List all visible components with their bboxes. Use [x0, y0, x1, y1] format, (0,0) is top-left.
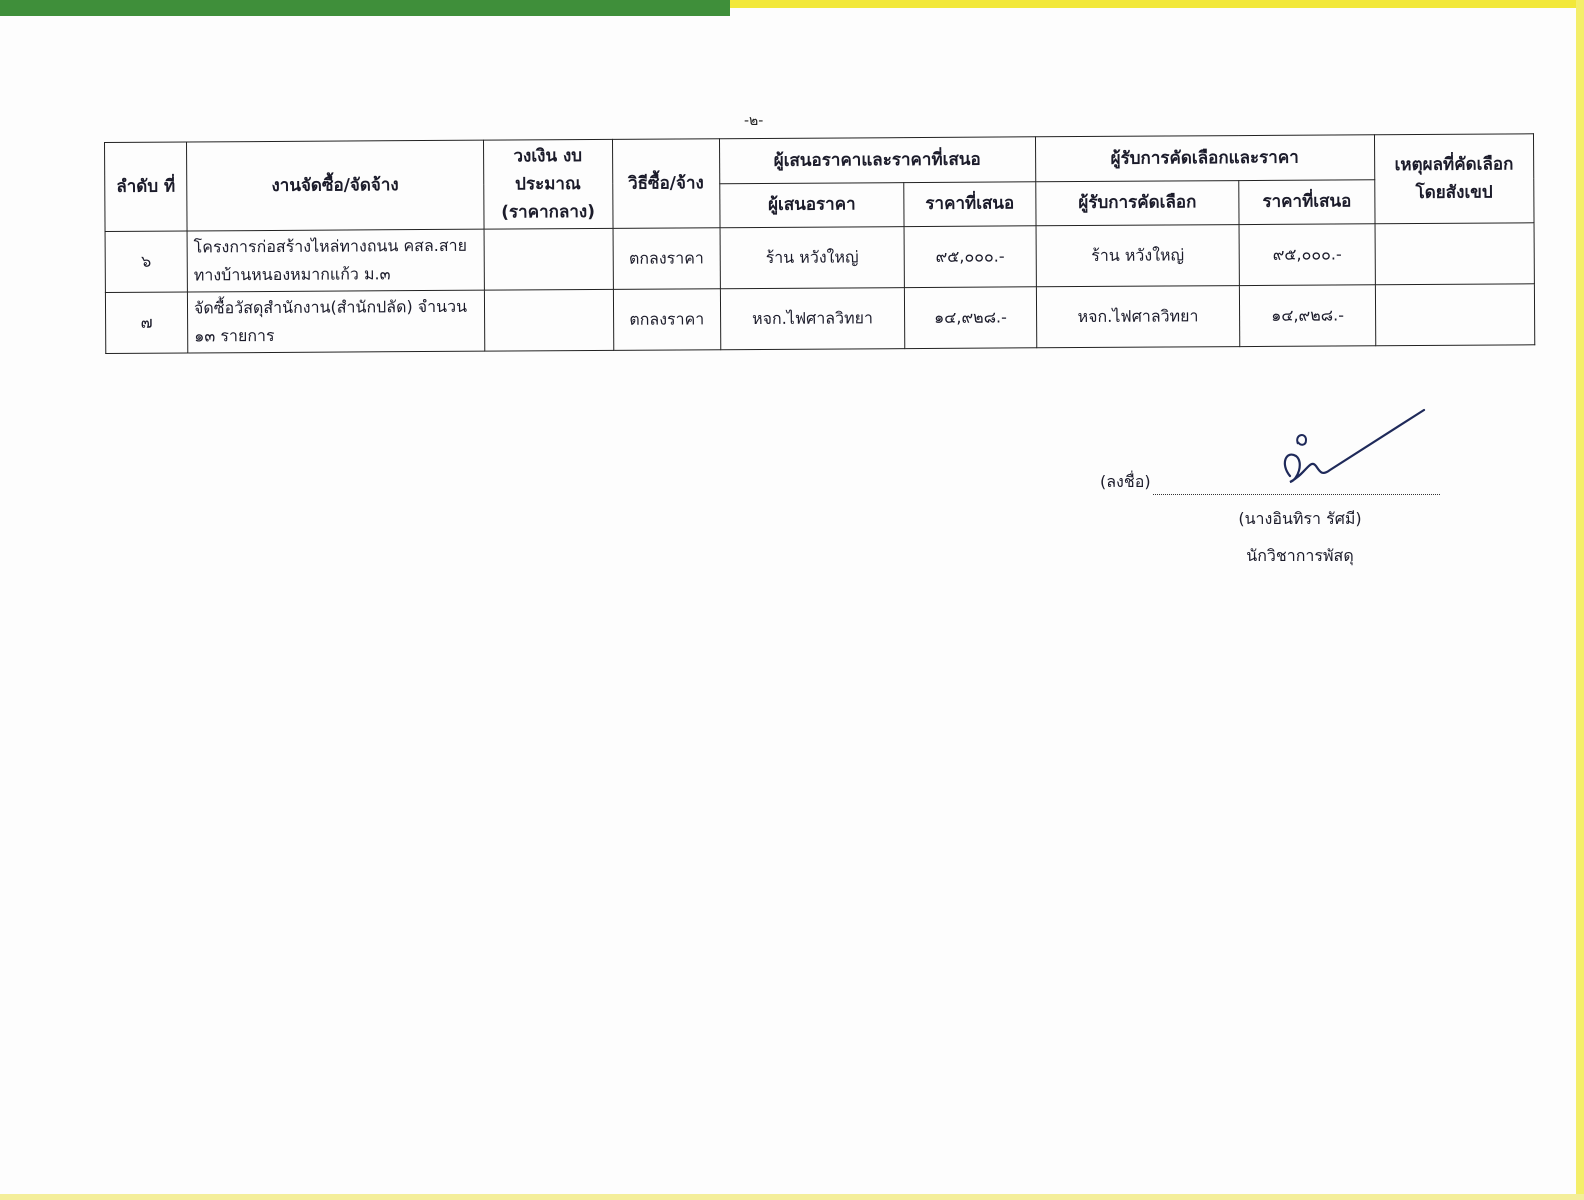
right-paper-edge — [1576, 0, 1584, 1200]
cell-bid-price: ๑๔,๙๒๘.- — [905, 287, 1037, 349]
cell-winner: ร้าน หวังใหญ่ — [1036, 225, 1240, 287]
cell-win-price: ๑๔,๙๒๘.- — [1240, 285, 1376, 347]
page-number: -๒- — [744, 113, 764, 129]
table-row — [105, 284, 1534, 354]
bottom-paper-edge — [0, 1194, 1584, 1200]
cell-win-price: ๙๕,๐๐๐.- — [1239, 224, 1375, 286]
cell-method: ตกลงราคา — [613, 289, 720, 351]
signature-line — [1100, 470, 1440, 495]
header-winner: ผู้รับการคัดเลือก — [1035, 180, 1239, 226]
cell-bidder: ร้าน หวังใหญ่ — [720, 227, 905, 289]
cell-no: ๗ — [105, 292, 187, 353]
header-no: ลำดับ ที่ — [105, 142, 188, 231]
cell-reason — [1375, 284, 1535, 346]
sign-label: (ลงชื่อ) — [1100, 472, 1151, 491]
cell-method: ตกลงราคา — [613, 228, 720, 290]
signer-name: (นางอินทิรา รัศมี) — [1238, 509, 1362, 528]
header-reason: เหตุผลที่คัดเลือก โดยสังเขป — [1374, 134, 1534, 224]
cell-bid-price: ๙๕,๐๐๐.- — [904, 226, 1036, 288]
cell-budget — [484, 289, 613, 351]
signature-block — [1100, 470, 1440, 569]
header-bidder: ผู้เสนอราคา — [719, 182, 904, 228]
header-budget: วงเงิน งบประมาณ (ราคากลาง) — [483, 139, 613, 229]
table-row — [105, 223, 1534, 293]
cell-item: จัดซื้อวัสดุสำนักงาน(สำนักปลัด) จำนวน ๑๓ รายการ — [187, 290, 484, 353]
header-bidders-group: ผู้เสนอราคาและราคาที่เสนอ — [719, 137, 1035, 183]
procurement-table — [104, 133, 1535, 354]
header-method: วิธีซื้อ/จ้าง — [612, 139, 719, 229]
top-green-strip — [0, 0, 730, 16]
cell-bidder: หจก.ไฟศาลวิทยา — [720, 288, 905, 350]
cell-winner: หจก.ไฟศาลวิทยา — [1036, 286, 1240, 348]
header-win-price: ราคาที่เสนอ — [1239, 179, 1374, 224]
header-item: งานจัดซื้อ/จัดจ้าง — [186, 140, 483, 231]
signer-position: นักวิชาการพัสดุ — [1246, 546, 1354, 565]
header-selected-group: ผู้รับการคัดเลือกและราคา — [1035, 135, 1374, 182]
header-bid-price: ราคาที่เสนอ — [904, 181, 1036, 226]
cell-item: โครงการก่อสร้างไหล่ทางถนน คสล.สายทางบ้านหนองหมากแก้ว ม.๓ — [187, 229, 484, 292]
signature-dotted-line — [1153, 480, 1440, 495]
cell-reason — [1375, 223, 1535, 285]
cell-no: ๖ — [105, 231, 187, 292]
cell-budget — [484, 228, 613, 290]
top-yellow-strip — [730, 0, 1584, 8]
